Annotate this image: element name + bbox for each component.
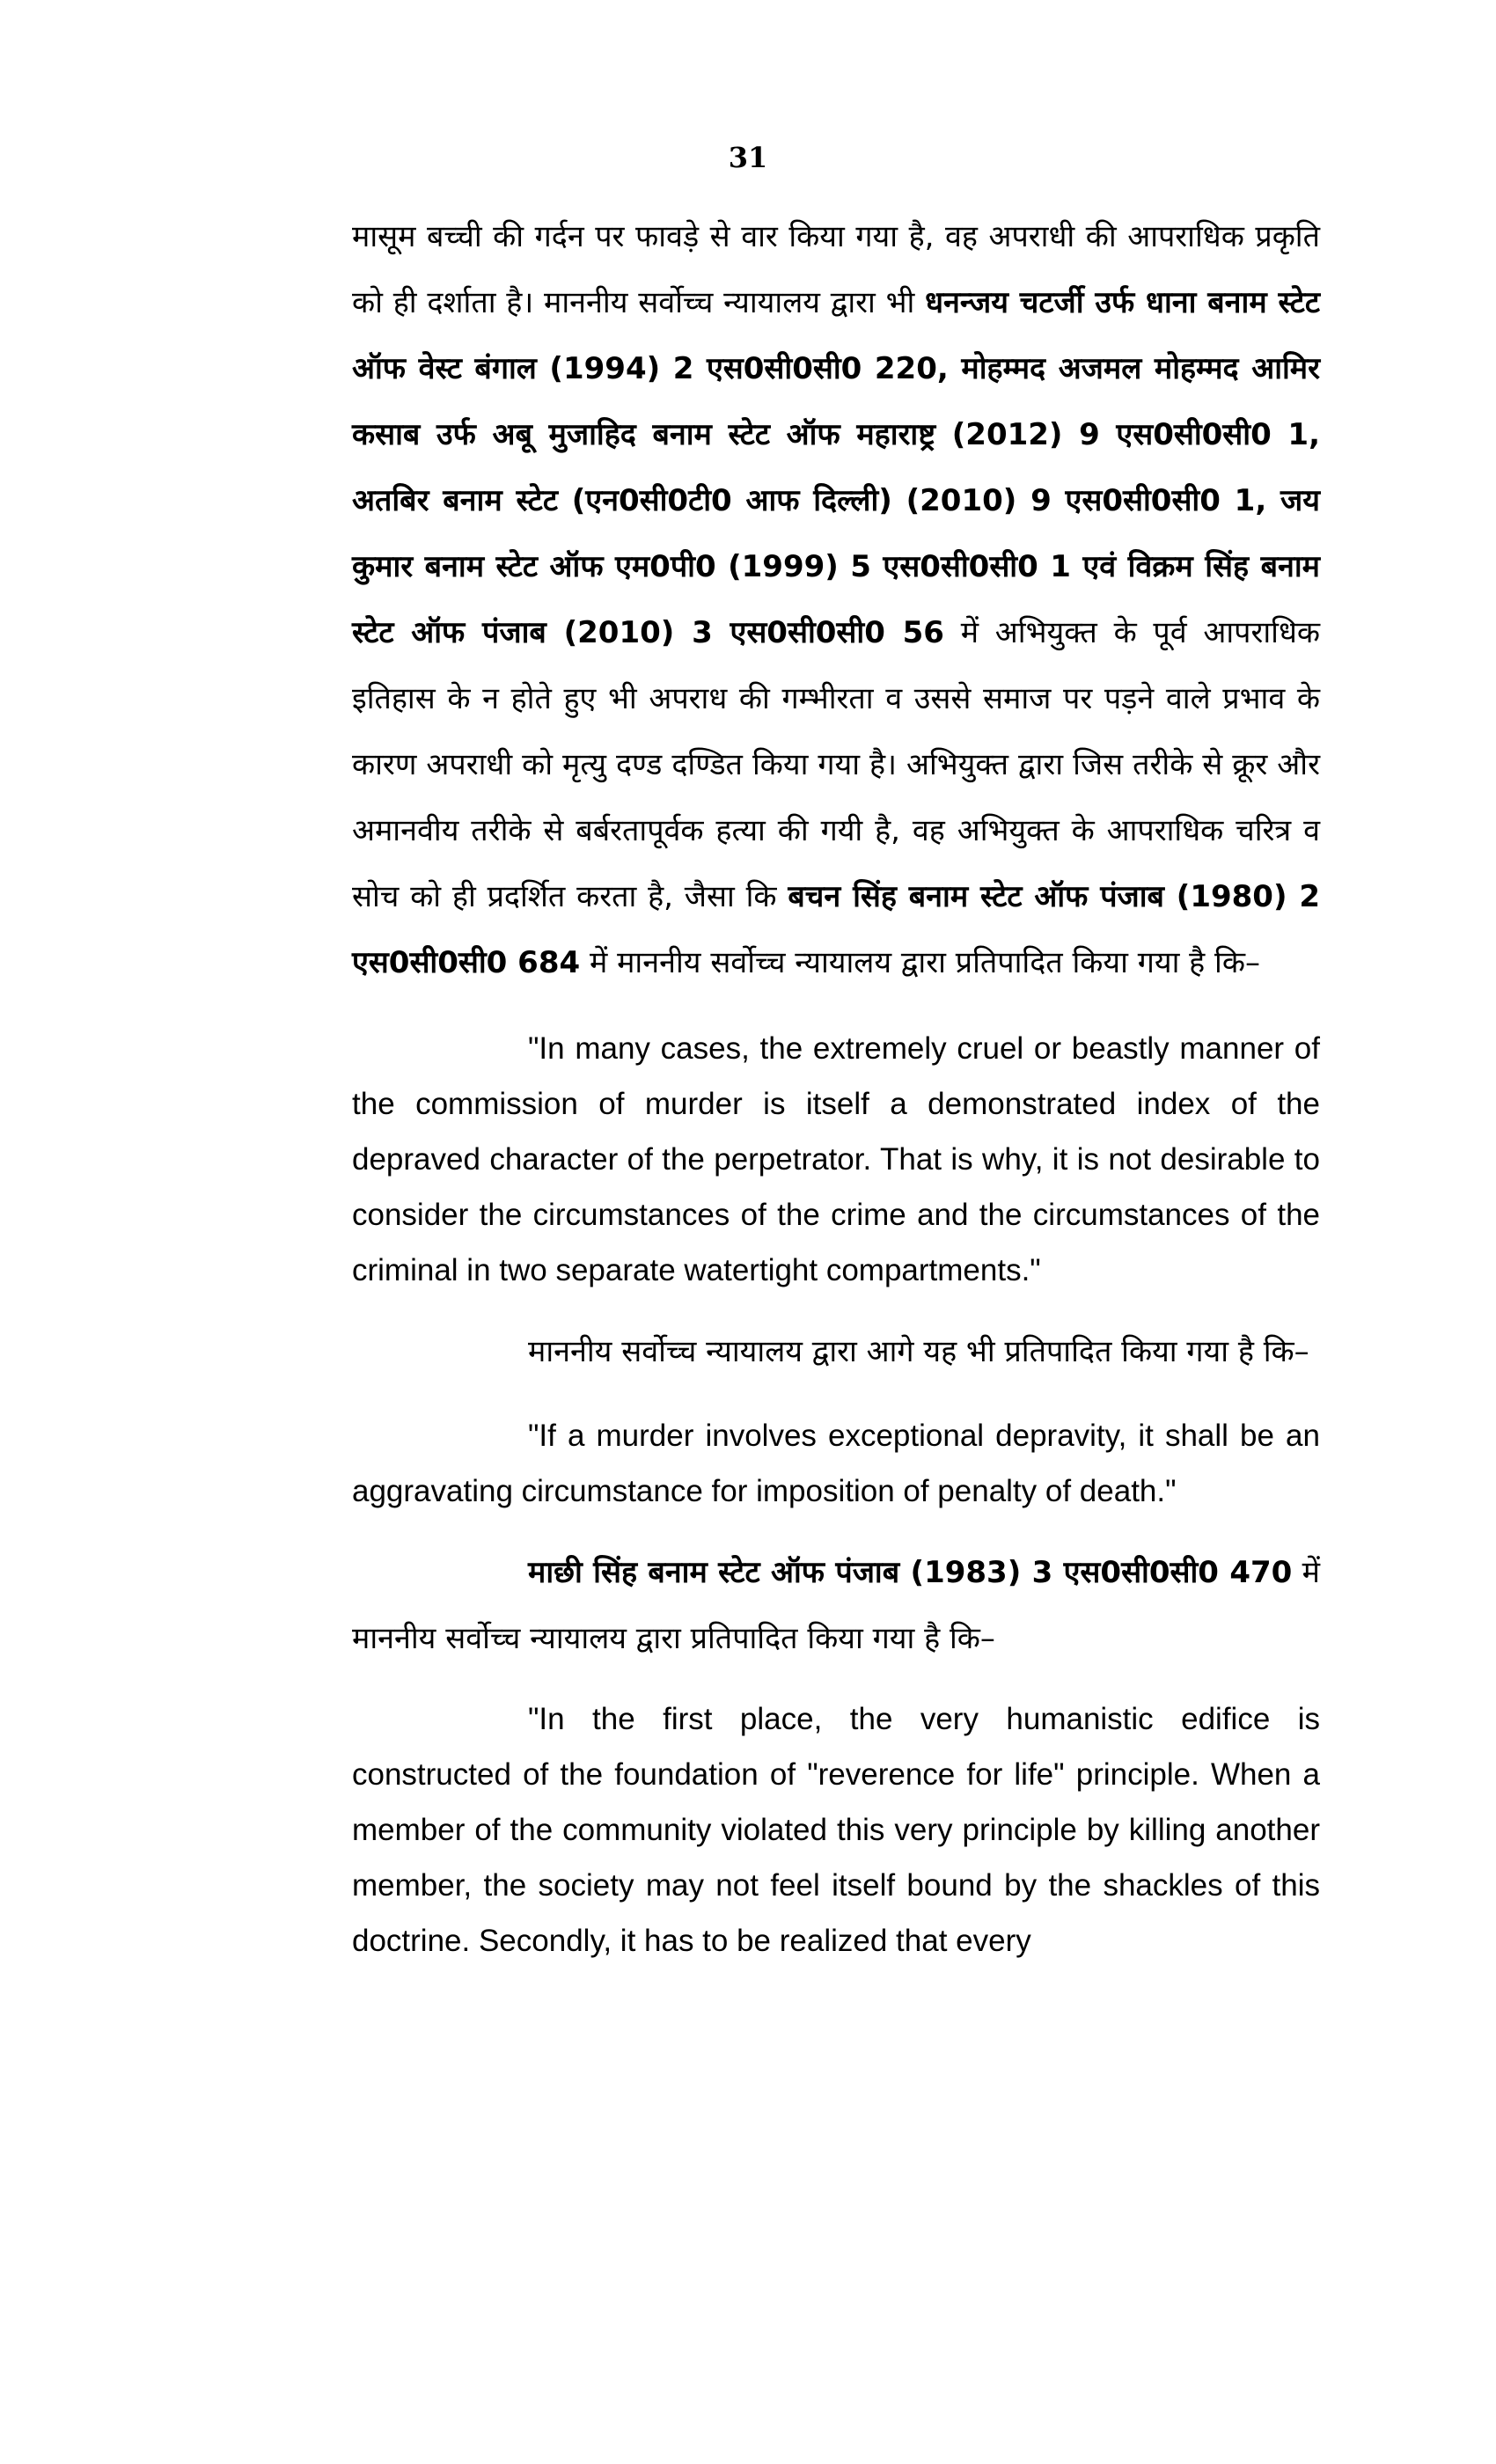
quotation-bachan-singh: "In many cases, the extremely cruel or beastly manner of the commission of murder is itself a demonstrated index of the depraved character of the perpetrator. That is why, it is not desirable to consider the circumstances of the crime and the circumstances of the criminal in two separate watertight compartments." [352, 1031, 1320, 1287]
page-content [352, 204, 1320, 1969]
case-citation-machhi-singh: माछी सिंह बनाम स्टेट ऑफ पंजाब (1983) 3 एस0सी0सी0 470 [528, 1555, 1293, 1590]
paragraph-text: में माननीय सर्वोच्च न्यायालय द्वारा प्रतिपादित किया गया है कि– [580, 945, 1260, 980]
quotation-machhi-singh: "In the first place, the very humanistic edifice is constructed of the foundation of "reverence for life" principle. When a member of the community violated this very principle by killing another member, the society may not feel itself bound by the shackles of this doctrine. Secondly, it has to be realized that every [352, 1702, 1320, 1958]
paragraph-further-held: माननीय सर्वोच्च न्यायालय द्वारा आगे यह भी प्रतिपादित किया गया है कि– [528, 1334, 1309, 1369]
case-citation-list: धनन्जय चटर्जी उर्फ धाना बनाम स्टेट ऑफ वेस्ट बंगाल (1994) 2 एस0सी0सी0 220, मोहम्मद अजमल मोहम्मद आमिर कसाब उर्फ अबू मुजाहिद बनाम स्टेट ऑफ महाराष्ट्र (2012) 9 एस0सी0सी0 1, अतबिर बनाम स्टेट (एन0सी0टी0 आफ दिल्ली) (2010) 9 एस0सी0सी0 1, जय कुमार बनाम स्टेट ऑफ एम0पी0 (1999) 5 एस0सी0सी0 1 एवं विक्रम सिंह बनाम स्टेट ऑफ पंजाब (2010) 3 एस0सी0सी0 56 [352, 285, 1320, 650]
paragraph-machhi-singh [352, 1540, 1320, 1672]
quotation-exceptional-depravity: "If a murder involves exceptional depravity, it shall be an aggravating circumstance for imposition of penalty of death." [352, 1419, 1320, 1508]
page-number: 31 [728, 141, 768, 174]
paragraph-text: में माननीय सर्वोच्च न्यायालय द्वारा प्रतिपादित किया गया है कि– [352, 1555, 1320, 1656]
case-citation-bachan-singh: बचन सिंह बनाम स्टेट ऑफ पंजाब (1980) 2 एस0सी0सी0 684 [352, 879, 1320, 980]
paragraph-text: में अभियुक्त के पूर्व आपराधिक इतिहास के न होते हुए भी अपराध की गम्भीरता व उससे समाज पर पड़ने वाले प्रभाव के कारण अपराधी को मृत्यु दण्ड दण्डित किया गया है। अभियुक्त द्वारा जिस तरीके से क्रूर और अमानवीय तरीके से बर्बरतापूर्वक हत्या की गयी है, वह अभियुक्त के आपराधिक चरित्र व सोच को ही प्रदर्शित करता है, जैसा कि [352, 615, 1320, 914]
paragraph-case-citations [352, 204, 1320, 996]
paragraph-text: मासूम बच्ची की गर्दन पर फावड़े से वार किया गया है, वह अपराधी की आपराधिक प्रकृति को ही दर्शाता है। माननीय सर्वोच्च न्यायालय द्वारा भी [352, 219, 1320, 320]
